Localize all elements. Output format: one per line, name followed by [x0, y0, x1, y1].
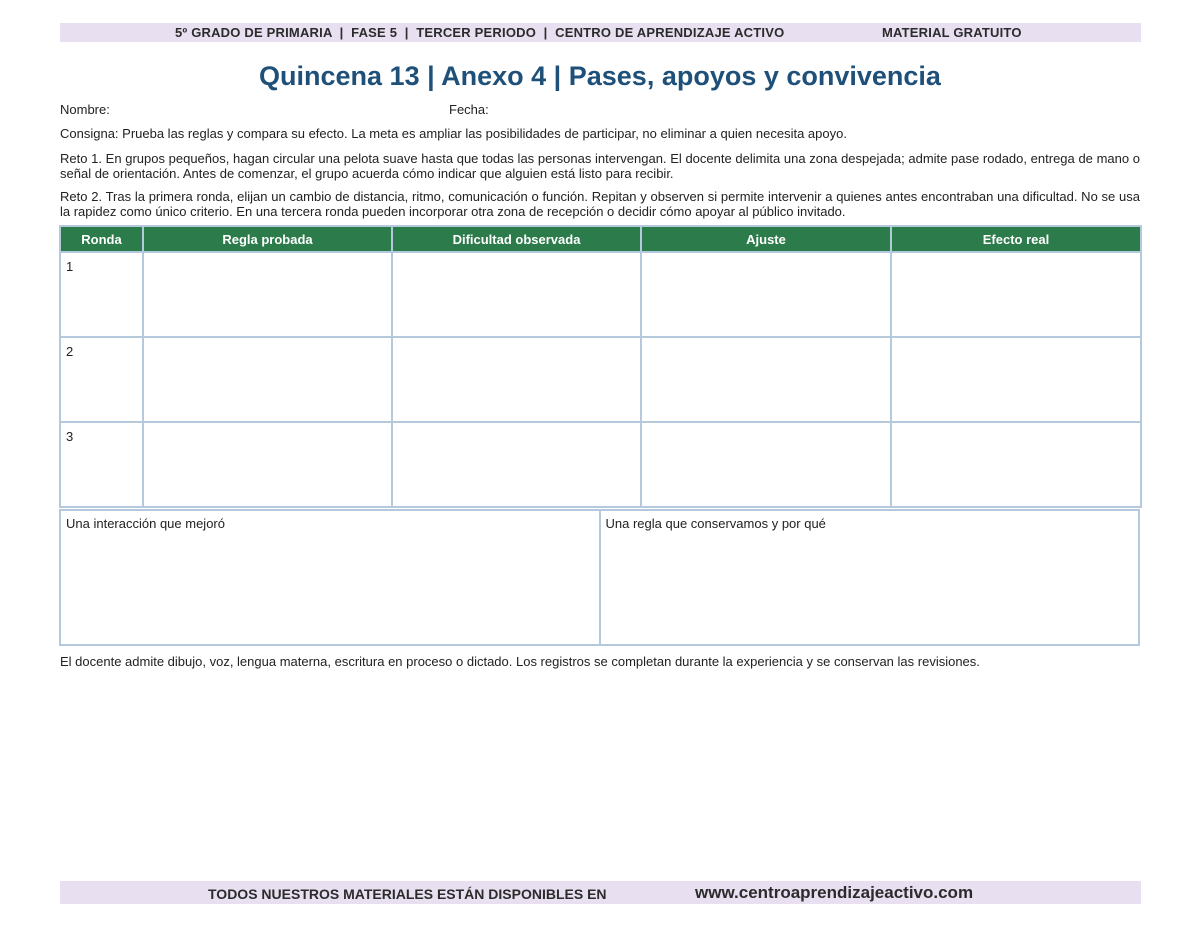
teacher-note: El docente admite dibujo, voz, lengua materna, escritura en proceso o dictado. Los registros se completan durante la experiencia y se conservan las revisiones. — [60, 654, 980, 669]
round-number: 1 — [60, 252, 143, 337]
table-row — [60, 337, 1141, 422]
footer-band — [60, 881, 1141, 904]
instructions-reto2: Reto 2. Tras la primera ronda, elijan un cambio de distancia, ritmo, comunicación o función. Repitan y observen si permite intervenir a quienes antes encontraban una dificultad. No se usa la rapidez como único criterio. En una tercera ronda pueden incorporar otra zona de recepción o decidir cómo apoyar al público invitado. — [60, 189, 1140, 219]
table-header-row — [60, 226, 1141, 252]
table-cell[interactable] — [392, 422, 641, 507]
reflection-label-rule: Una regla que conservamos y por qué — [605, 516, 826, 531]
table-row — [60, 422, 1141, 507]
footer-message: TODOS NUESTROS MATERIALES ESTÁN DISPONIBLES EN — [208, 886, 607, 902]
reflection-section — [59, 509, 1140, 646]
table-cell[interactable] — [891, 422, 1141, 507]
header-free-material: MATERIAL GRATUITO — [882, 25, 1022, 40]
table-cell[interactable] — [641, 422, 891, 507]
table-cell[interactable] — [641, 252, 891, 337]
reflection-box-interaction[interactable] — [61, 511, 599, 644]
table-cell[interactable] — [891, 252, 1141, 337]
table-cell[interactable] — [143, 252, 392, 337]
column-header-efecto: Efecto real — [891, 226, 1141, 252]
instructions-reto1: Reto 1. En grupos pequeños, hagan circular una pelota suave hasta que todas las personas intervengan. El docente delimita una zona despejada; admite pase rodado, entrega de mano o señal de orientación. Antes de comenzar, el grupo acuerda cómo indicar que alguien está listo para recibir. — [60, 151, 1140, 181]
table-cell[interactable] — [392, 337, 641, 422]
date-label: Fecha: — [449, 102, 489, 117]
page-title: Quincena 13 | Anexo 4 | Pases, apoyos y convivencia — [259, 61, 941, 91]
table-cell[interactable] — [143, 422, 392, 507]
reflection-box-rule[interactable] — [599, 511, 1139, 644]
header-band — [60, 23, 1141, 42]
footer-url-link[interactable]: www.centroaprendizajeactivo.com — [695, 883, 974, 902]
column-header-regla: Regla probada — [143, 226, 392, 252]
table-cell[interactable] — [891, 337, 1141, 422]
table-cell[interactable] — [392, 252, 641, 337]
table-cell[interactable] — [641, 337, 891, 422]
instructions-consigna: Consigna: Prueba las reglas y compara su efecto. La meta es ampliar las posibilidades de participar, no eliminar a quien necesita apoyo. — [60, 126, 847, 141]
column-header-ronda: Ronda — [60, 226, 143, 252]
table-cell[interactable] — [143, 337, 392, 422]
round-number: 2 — [60, 337, 143, 422]
round-number: 3 — [60, 422, 143, 507]
header-grade-info: 5º GRADO DE PRIMARIA | FASE 5 | TERCER PERIODO | CENTRO DE APRENDIZAJE ACTIVO — [175, 25, 785, 40]
column-header-ajuste: Ajuste — [641, 226, 891, 252]
reflection-label-interaction: Una interacción que mejoró — [66, 516, 225, 531]
column-header-dificultad: Dificultad observada — [392, 226, 641, 252]
name-label: Nombre: — [60, 102, 110, 117]
rounds-table — [59, 225, 1142, 508]
table-row — [60, 252, 1141, 337]
